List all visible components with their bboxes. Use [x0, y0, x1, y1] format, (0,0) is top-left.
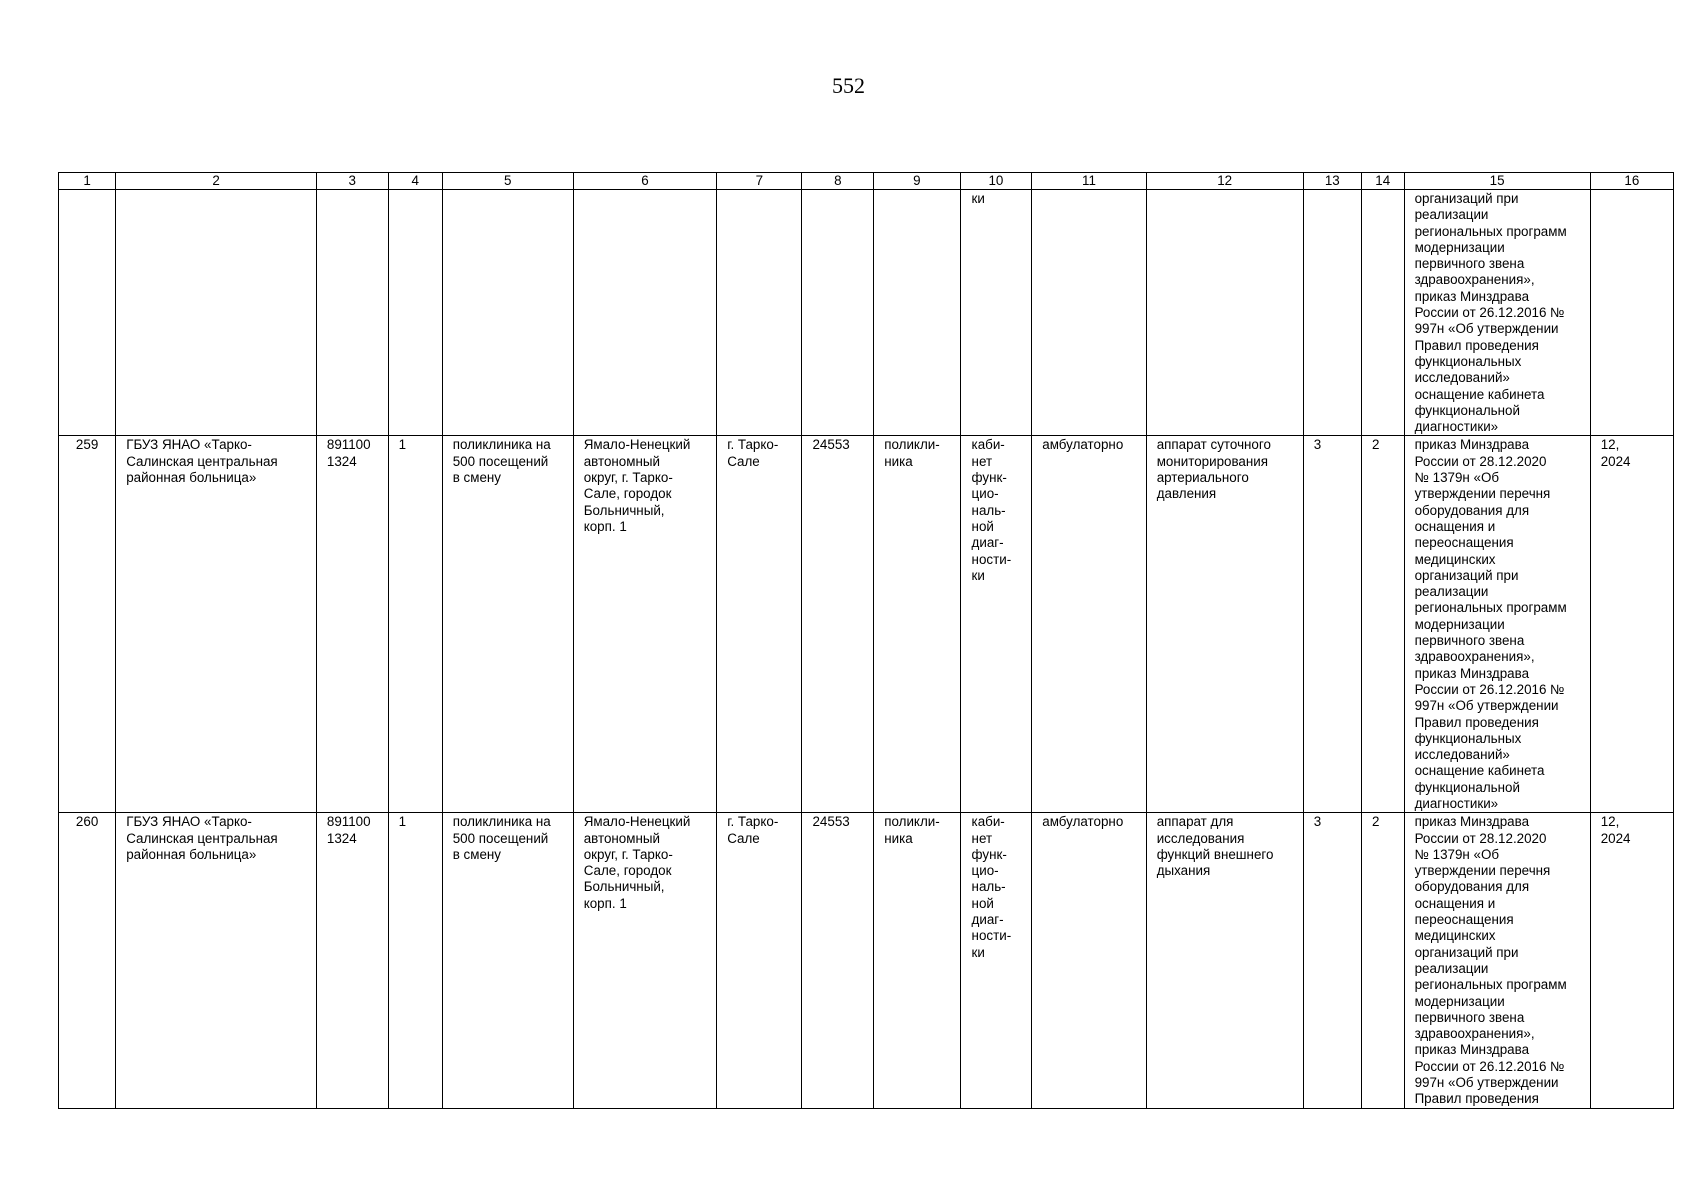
cell-address: Ямало-Ненецкий автономный округ, г. Тарко- Сале, городок Больничный, корп. 1: [573, 436, 717, 813]
cell-col8: [802, 190, 874, 436]
col-header-16: 16: [1590, 173, 1673, 190]
col-header-3: 3: [316, 173, 388, 190]
col-header-7: 7: [717, 173, 802, 190]
table-row-continuation: [59, 190, 1674, 436]
col-header-12: 12: [1146, 173, 1303, 190]
cell-col14: 2: [1361, 813, 1404, 1108]
cell-code: 891100 1324: [316, 436, 388, 813]
cell-facility-type: поликлиника на 500 посещений в смену: [442, 436, 573, 813]
cell-number: 259: [59, 436, 116, 813]
cell-locality: г. Тарко- Сале: [717, 436, 802, 813]
col-header-6: 6: [573, 173, 717, 190]
cell-room: ки: [960, 190, 1032, 436]
col-header-8: 8: [802, 173, 874, 190]
col-header-5: 5: [442, 173, 573, 190]
cell-address: Ямало-Ненецкий автономный округ, г. Тарко- Сале, городок Больничный, корп. 1: [573, 813, 717, 1108]
table-row-259: [59, 436, 1674, 813]
cell-room: каби- нет функ- цио- наль- ной диаг- ности- ки: [960, 813, 1032, 1108]
col-header-11: 11: [1032, 173, 1146, 190]
cell-col8: 24553: [802, 813, 874, 1108]
equipment-table: [58, 172, 1674, 1109]
col-header-4: 4: [388, 173, 442, 190]
cell-code: 891100 1324: [316, 813, 388, 1108]
cell-organization: [116, 190, 317, 436]
table-row-260: [59, 813, 1674, 1108]
cell-organization: ГБУЗ ЯНАО «Тарко- Салинская центральная районная больница»: [116, 813, 317, 1108]
cell-unit: [874, 190, 960, 436]
cell-number: [59, 190, 116, 436]
col-header-9: 9: [874, 173, 960, 190]
col-header-14: 14: [1361, 173, 1404, 190]
col-header-1: 1: [59, 173, 116, 190]
cell-unit: поликли- ника: [874, 813, 960, 1108]
cell-facility-type: [442, 190, 573, 436]
cell-locality: [717, 190, 802, 436]
cell-col13: 3: [1303, 813, 1361, 1108]
cell-care-mode: амбулаторно: [1032, 813, 1146, 1108]
cell-number: 260: [59, 813, 116, 1108]
page-number: 552: [832, 73, 865, 98]
cell-basis: приказ Минздрава России от 28.12.2020 № 1379н «Об утверждении перечня оборудования для оснащения и переоснащения медицинских организаций при реализации региональных программ модернизации первичного звена здравоохранения», приказ Минздрава России от 26.12.2016 № 997н «Об утверждении Правил проведения: [1404, 813, 1590, 1108]
cell-col4: [388, 190, 442, 436]
cell-code: [316, 190, 388, 436]
col-header-13: 13: [1303, 173, 1361, 190]
cell-col8: 24553: [802, 436, 874, 813]
cell-facility-type: поликлиника на 500 посещений в смену: [442, 813, 573, 1108]
cell-col14: [1361, 190, 1404, 436]
cell-col13: 3: [1303, 436, 1361, 813]
header-row: [59, 173, 1674, 190]
cell-room: каби- нет функ- цио- наль- ной диаг- ности- ки: [960, 436, 1032, 813]
cell-col4: 1: [388, 813, 442, 1108]
cell-address: [573, 190, 717, 436]
cell-locality: г. Тарко- Сале: [717, 813, 802, 1108]
cell-date: [1590, 190, 1673, 436]
cell-col4: 1: [388, 436, 442, 813]
cell-col14: 2: [1361, 436, 1404, 813]
cell-date: 12, 2024: [1590, 813, 1673, 1108]
cell-equipment: аппарат суточного мониторирования артериального давления: [1146, 436, 1303, 813]
cell-basis: организаций при реализации региональных программ модернизации первичного звена здравоохранения», приказ Минздрава России от 26.12.2016 № 997н «Об утверждении Правил проведения функциональных исследований» оснащение кабинета функциональной диагностики»: [1404, 190, 1590, 436]
col-header-15: 15: [1404, 173, 1590, 190]
cell-basis: приказ Минздрава России от 28.12.2020 № 1379н «Об утверждении перечня оборудования для оснащения и переоснащения медицинских организаций при реализации региональных программ модернизации первичного звена здравоохранения», приказ Минздрава России от 26.12.2016 № 997н «Об утверждении Правил проведения функциональных исследований» оснащение кабинета функциональной диагностики»: [1404, 436, 1590, 813]
cell-equipment: аппарат для исследования функций внешнего дыхания: [1146, 813, 1303, 1108]
cell-col13: [1303, 190, 1361, 436]
col-header-10: 10: [960, 173, 1032, 190]
cell-organization: ГБУЗ ЯНАО «Тарко- Салинская центральная районная больница»: [116, 436, 317, 813]
cell-equipment: [1146, 190, 1303, 436]
col-header-2: 2: [116, 173, 317, 190]
cell-unit: поликли- ника: [874, 436, 960, 813]
cell-date: 12, 2024: [1590, 436, 1673, 813]
cell-care-mode: [1032, 190, 1146, 436]
cell-care-mode: амбулаторно: [1032, 436, 1146, 813]
